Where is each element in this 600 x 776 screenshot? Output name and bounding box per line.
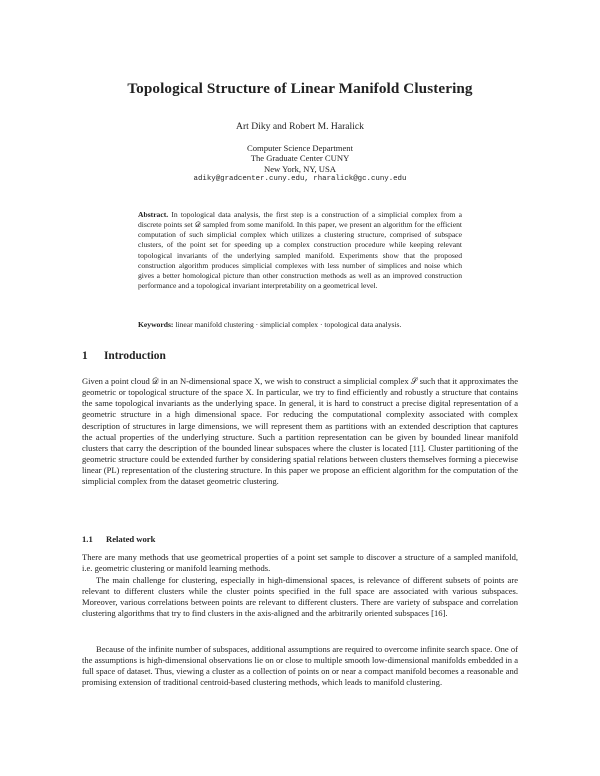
- abstract: [138, 210, 462, 291]
- related-paragraph-2: [82, 575, 518, 620]
- intro-paragraph: [82, 376, 518, 488]
- abstract-label: Abstract.: [138, 210, 169, 219]
- author-list: Art Diky and Robert M. Haralick: [236, 121, 364, 132]
- subsection-heading-related-work: [82, 534, 155, 544]
- affiliation-organization: The Graduate Center CUNY: [250, 153, 350, 164]
- affiliation-block: [60, 143, 540, 184]
- related-paragraph-3-text: Because of the infinite number of subspaces, additional assumptions are required to overcome infinite search space. One of the assumptions is high-dimensional observations lie on or close to multiple smooth low-dimensional manifolds embedded in a full space of dataset. Thus, viewing a cluster as a collection of points on or near a compact manifold becomes a reasonable and promising extension of traditional centroid-based clustering methods, which leads to manifold clustering.: [82, 644, 518, 688]
- subsection-title: Related work: [106, 534, 156, 544]
- affiliation-department: Computer Science Department: [247, 143, 353, 153]
- keywords-label: Keywords:: [138, 320, 174, 329]
- section-heading-introduction: [82, 350, 166, 362]
- related-paragraph-2-text: The main challenge for clustering, especially in high-dimensional spaces, is relevance of different subsets of points are relevant to different clusters while the cluster points specified in the full space are associated with various subspaces. Moreover, various correlations between points are relevant to different clusters. There are variety of subspace and correlation clustering algorithms that try to find clusters in the axis-aligned and the arbitrarily oriented subspaces [16].: [82, 575, 518, 619]
- related-paragraph-1: [82, 552, 518, 574]
- related-paragraph-3: [82, 644, 518, 689]
- keywords: [138, 320, 468, 330]
- subsection-number: 1.1: [82, 534, 93, 544]
- keywords-text: linear manifold clustering · simplicial complex · topological data analysis.: [175, 320, 402, 329]
- paper-title: Topological Structure of Linear Manifold Clustering: [127, 80, 473, 97]
- related-paragraph-1-text: There are many methods that use geometrical properties of a point set sample to discover a structure of a sampled manifold, i.e. geometric clustering or manifold learning methods.: [82, 552, 518, 574]
- abstract-text: In topological data analysis, the first step is a construction of a simplicial complex from a discrete points set 𝒟 sampled from some manifold. In this paper, we present an algorithm for the efficient computation of such simplicial complex which utilizes a clustering structure, comprised of subspace clusters, of the point set for speeding up a complex construction procedure while keeping relevant topological invariants of the underlying sampled manifold. Experiments show that the proposed construction algorithm produces simplicial complexes with less number of simplices and noise which gives a better homological picture than other construction methods as well as an improved construction performance and a topological invariant interpretability on a geometrical level.: [138, 210, 462, 291]
- affiliation-city: New York, NY, USA: [264, 163, 336, 174]
- intro-paragraph-text: Given a point cloud 𝒟 in an N-dimensional space X, we wish to construct a simplicial complex 𝒮 such that it approximates the geometric or topological structure of the space X. In particular, we try to find efficiently and robustly a structure that contains the same topological invariants as the underlying space. In general, it is hard to construct a precise digital representation of a geometric structure in a high dimensional space. For reducing the computational complexity associated with complex description of structures in large dimensions, we will represent them as partitions with an extended description that captures the actual properties of the underlying structure. Such a partition representation can be given by bounded linear manifold clusters that carry the description of the bounded linear subspaces where the cluster is located [11]. Cluster partitioning of the geometric structure could be extended further by considering spatial relations between clusters themselves forming a piecewise linear (PL) representation of the clustering structure. In this paper we propose an efficient algorithm for the computation of the simplicial complex from the dataset geometric clustering.: [82, 376, 518, 487]
- section-title: Introduction: [104, 350, 166, 362]
- section-number: 1: [82, 350, 88, 362]
- author-emails: adiky@gradcenter.cuny.edu, rharalick@gc.cuny.edu: [193, 174, 407, 183]
